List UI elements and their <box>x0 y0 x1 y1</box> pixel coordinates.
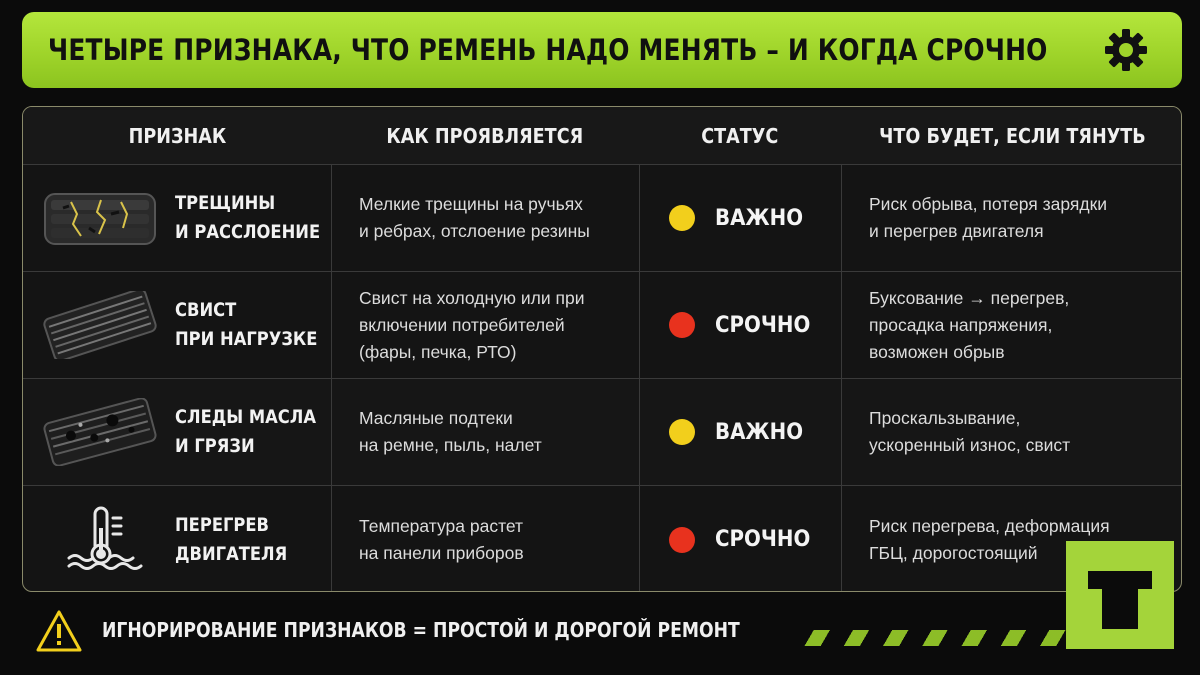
thermometer-icon <box>41 506 159 574</box>
consequence-cell: Проскальзывание, ускоренный износ, свист <box>869 408 1071 455</box>
column-header-consequence: ЧТО БУДЕТ, ЕСЛИ ТЯНУТЬ <box>878 124 1146 148</box>
symptom-cell: Масляные подтеки на ремне, пыль, налет <box>359 408 542 455</box>
table-row <box>23 165 1181 272</box>
cracked-belt-icon <box>41 184 159 252</box>
table-row <box>23 272 1181 379</box>
status-dot <box>669 205 695 231</box>
sign-name: СВИСТ ПРИ НАГРУЗКЕ <box>175 299 318 350</box>
footer-warning <box>22 600 1182 666</box>
status-badge: СРОЧНО <box>639 486 841 592</box>
footer-text: ИГНОРИРОВАНИЕ ПРИЗНАКОВ = ПРОСТОЙ И ДОРОГОЙ РЕМОНТ <box>102 618 740 642</box>
title-banner <box>22 12 1182 88</box>
status-dot <box>669 527 695 553</box>
consequence-cell: Риск перегрева, деформация ГБЦ, дорогостоящий <box>869 515 1110 563</box>
status-badge: ВАЖНО <box>639 379 841 485</box>
consequence-cell: Буксование → перегрев, просадка напряжения, возможен обрыв <box>869 287 1070 362</box>
table-row <box>23 486 1181 592</box>
signs-table <box>23 107 1181 591</box>
column-header-status: СТАТУС <box>701 124 779 148</box>
squeaking-belt-icon <box>41 291 159 359</box>
table-header <box>23 107 1181 165</box>
table-row <box>23 379 1181 486</box>
status-dot <box>669 312 695 338</box>
column-header-symptom: КАК ПРОЯВЛЯЕТСЯ <box>386 124 584 148</box>
gear-icon <box>1102 26 1150 74</box>
warning-icon <box>34 608 84 654</box>
logo <box>1066 541 1174 649</box>
symptom-cell: Температура растет на панели приборов <box>359 515 524 563</box>
symptom-cell: Свист на холодную или при включении потребителей (фары, печка, РТО) <box>359 287 585 362</box>
oily-belt-icon <box>41 398 159 466</box>
signs-table-panel <box>22 106 1182 592</box>
status-badge: ВАЖНО <box>639 165 841 271</box>
page-title: ЧЕТЫРЕ ПРИЗНАКА, ЧТО РЕМЕНЬ НАДО МЕНЯТЬ – И КОГДА СРОЧНО <box>48 33 1048 67</box>
symptom-cell: Мелкие трещины на ручьях и ребрах, отслоение резины <box>359 194 590 241</box>
column-header-sign: ПРИЗНАК <box>128 124 226 148</box>
sign-name: ПЕРЕГРЕВ ДВИГАТЕЛЯ <box>175 513 288 565</box>
status-badge: СРОЧНО <box>639 272 841 378</box>
sign-name: ТРЕЩИНЫ И РАССЛОЕНИЕ <box>175 192 321 243</box>
sign-name: СЛЕДЫ МАСЛА И ГРЯЗИ <box>175 406 317 457</box>
t-logo-icon <box>1066 541 1174 649</box>
status-dot <box>669 419 695 445</box>
consequence-cell: Риск обрыва, потеря зарядки и перегрев двигателя <box>869 194 1108 241</box>
